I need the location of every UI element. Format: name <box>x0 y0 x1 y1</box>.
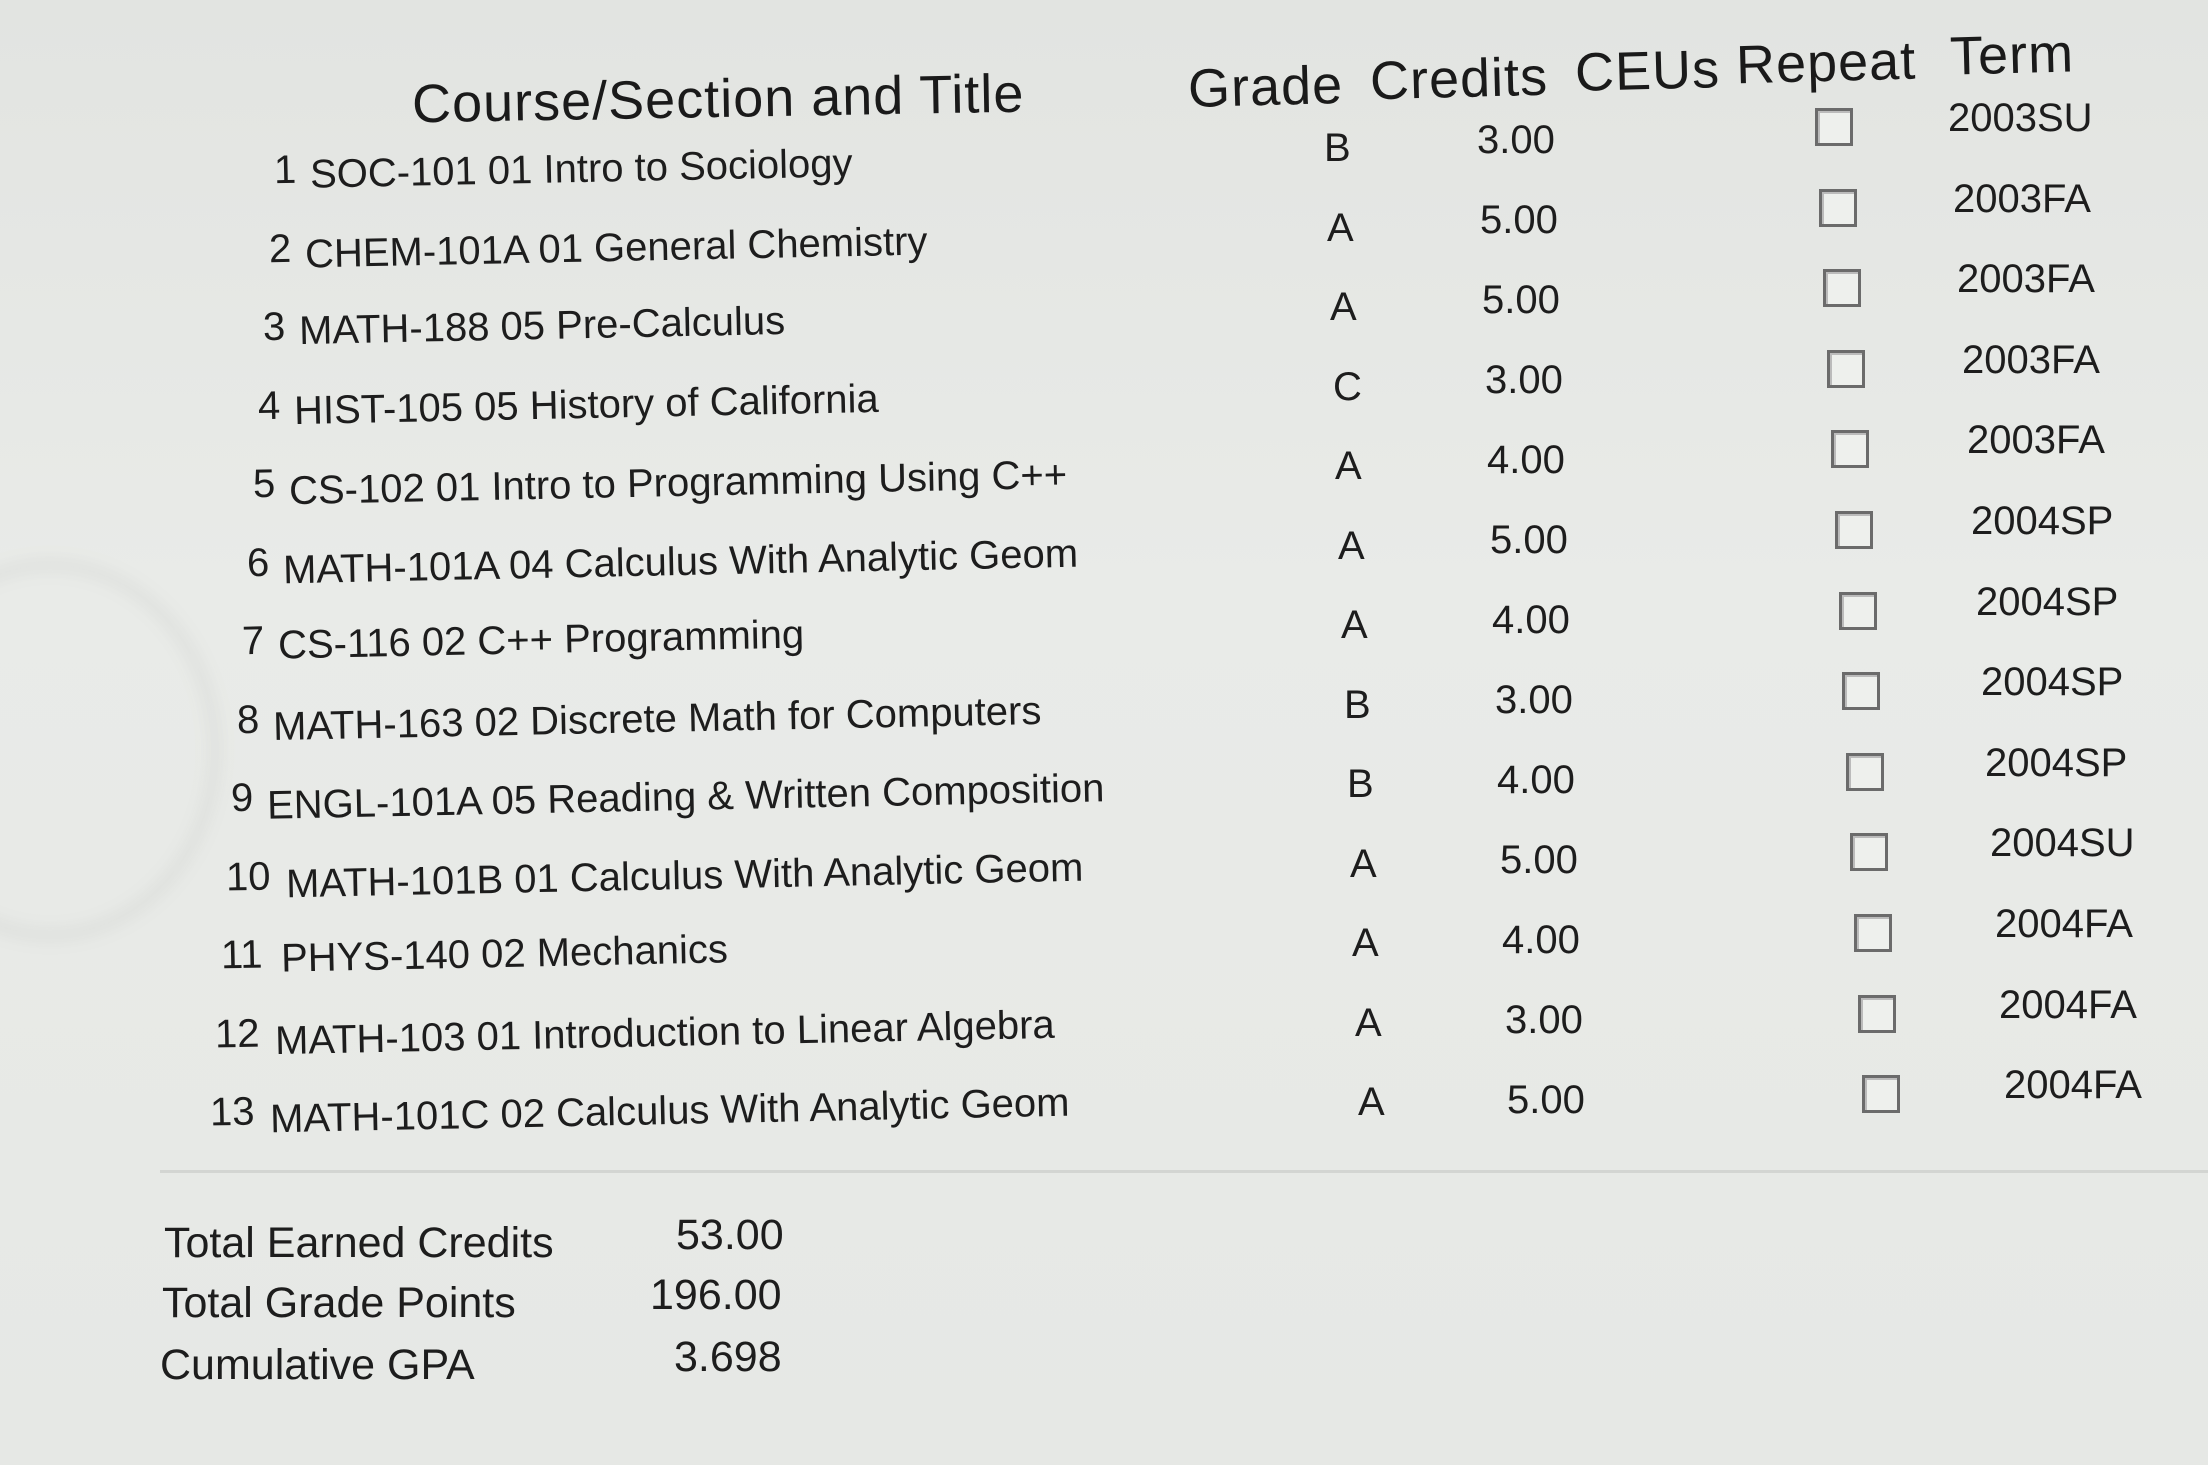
course-title: CS-116 02 C++ Programming <box>277 612 805 668</box>
repeat-checkbox <box>1823 269 1861 307</box>
course-number: 3 <box>262 304 286 350</box>
grade-value: B <box>1347 762 1374 806</box>
header-grade: Grade <box>1187 54 1344 120</box>
term-value: 2003FA <box>1967 418 2105 462</box>
repeat-checkbox <box>1819 189 1857 227</box>
grade-value: A <box>1355 1001 1382 1045</box>
repeat-checkbox <box>1846 753 1884 791</box>
grade-value: C <box>1333 365 1362 409</box>
course-title: MATH-103 01 Introduction to Linear Algebra <box>274 1002 1056 1064</box>
total-earned-credits-value: 53.00 <box>676 1211 784 1259</box>
course-title: MATH-163 02 Discrete Math for Computers <box>272 688 1042 750</box>
course-number: 12 <box>214 1011 260 1057</box>
course-number: 6 <box>246 540 270 586</box>
header-ceus: CEUs <box>1574 39 1721 103</box>
course-title: SOC-101 01 Intro to Sociology <box>309 141 853 197</box>
term-value: 2004FA <box>2004 1063 2142 1107</box>
term-value: 2004FA <box>1999 983 2137 1027</box>
credits-value: 5.00 <box>1480 198 1558 242</box>
course-number: 10 <box>225 854 271 900</box>
term-value: 2003FA <box>1953 177 2091 221</box>
repeat-checkbox <box>1858 995 1896 1033</box>
grade-value: A <box>1341 603 1368 647</box>
term-value: 2004SP <box>1985 741 2128 785</box>
header-repeat: Repeat <box>1735 30 1917 96</box>
repeat-checkbox <box>1815 108 1853 146</box>
repeat-checkbox <box>1862 1075 1900 1113</box>
grade-value: A <box>1358 1080 1385 1124</box>
course-title: MATH-101B 01 Calculus With Analytic Geom <box>285 845 1084 907</box>
total-earned-credits-label: Total Earned Credits <box>164 1219 554 1267</box>
divider-line <box>160 1170 2208 1173</box>
header-course: Course/Section and Title <box>411 63 1025 135</box>
paper-shadow <box>0 560 220 940</box>
credits-value: 3.00 <box>1505 998 1583 1042</box>
repeat-checkbox <box>1831 430 1869 468</box>
grade-value: A <box>1335 444 1362 488</box>
total-grade-points-label: Total Grade Points <box>162 1279 516 1327</box>
grade-value: A <box>1330 285 1357 329</box>
repeat-checkbox <box>1835 511 1873 549</box>
term-value: 2004SU <box>1990 821 2135 865</box>
grade-value: B <box>1344 683 1371 727</box>
credits-value: 5.00 <box>1500 838 1578 882</box>
course-number: 8 <box>236 697 260 743</box>
term-value: 2003FA <box>1962 338 2100 382</box>
repeat-checkbox <box>1854 914 1892 952</box>
cumulative-gpa-label: Cumulative GPA <box>160 1341 475 1389</box>
grade-value: A <box>1338 524 1365 568</box>
term-value: 2003SU <box>1948 96 2093 140</box>
credits-value: 5.00 <box>1490 518 1568 562</box>
course-number: 1 <box>273 147 297 193</box>
repeat-checkbox <box>1842 672 1880 710</box>
course-number: 13 <box>209 1089 255 1135</box>
grade-value: B <box>1324 126 1351 170</box>
course-number: 2 <box>268 226 292 272</box>
course-title: ENGL-101A 05 Reading & Written Composition <box>266 766 1105 828</box>
course-number: 7 <box>241 618 265 664</box>
credits-value: 4.00 <box>1487 438 1565 482</box>
course-title: PHYS-140 02 Mechanics <box>280 927 729 981</box>
course-number: 11 <box>220 932 263 978</box>
grade-value: A <box>1327 206 1354 250</box>
term-value: 2004SP <box>1981 660 2124 704</box>
credits-value: 3.00 <box>1477 118 1555 162</box>
course-title: MATH-101C 02 Calculus With Analytic Geom <box>269 1080 1070 1142</box>
course-title: CS-102 01 Intro to Programming Using C++ <box>288 452 1068 514</box>
credits-value: 3.00 <box>1485 358 1563 402</box>
course-title: MATH-188 05 Pre-Calculus <box>298 298 786 354</box>
cumulative-gpa-value: 3.698 <box>674 1333 782 1381</box>
term-value: 2004FA <box>1995 902 2133 946</box>
credits-value: 4.00 <box>1492 598 1570 642</box>
repeat-checkbox <box>1850 833 1888 871</box>
credits-value: 4.00 <box>1502 918 1580 962</box>
course-number: 4 <box>257 383 281 429</box>
course-number: 5 <box>252 461 276 507</box>
course-number: 9 <box>230 775 254 821</box>
course-title: CHEM-101A 01 General Chemistry <box>304 219 928 277</box>
credits-value: 5.00 <box>1482 278 1560 322</box>
credits-value: 4.00 <box>1497 758 1575 802</box>
credits-value: 5.00 <box>1507 1078 1585 1122</box>
credits-value: 3.00 <box>1495 678 1573 722</box>
header-credits: Credits <box>1369 46 1549 112</box>
term-value: 2004SP <box>1976 580 2119 624</box>
course-title: HIST-105 05 History of California <box>293 376 880 434</box>
repeat-checkbox <box>1827 350 1865 388</box>
term-value: 2004SP <box>1971 499 2114 543</box>
term-value: 2003FA <box>1957 257 2095 301</box>
repeat-checkbox <box>1839 592 1877 630</box>
total-grade-points-value: 196.00 <box>650 1271 782 1319</box>
course-title: MATH-101A 04 Calculus With Analytic Geom <box>282 531 1079 593</box>
grade-value: A <box>1350 842 1377 886</box>
header-term: Term <box>1949 23 2075 87</box>
grade-value: A <box>1352 921 1379 965</box>
